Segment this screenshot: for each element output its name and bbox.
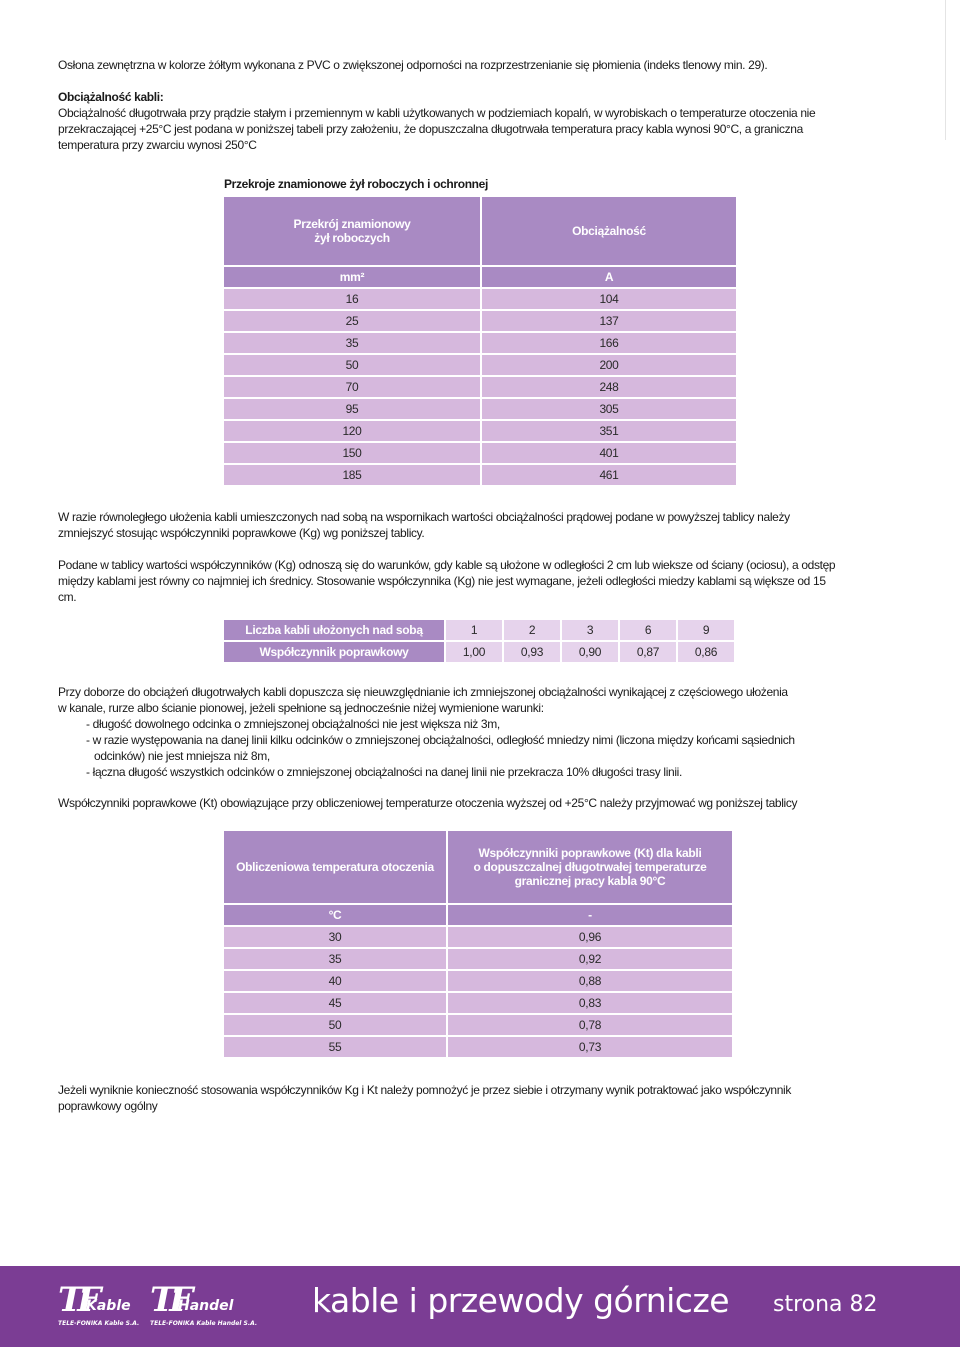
- load-capacity-table: [222, 195, 738, 487]
- table3-header-line3: granicznej pracy kabla 90°C: [514, 874, 666, 888]
- reduced-load-paragraph: [58, 684, 838, 716]
- list-item: - łączna długość wszystkich odcinków o zmniejszonej obciążalności na danej linii nie przekracza 10% długości trasy linii.: [86, 765, 682, 779]
- table-cell: 248: [482, 377, 736, 397]
- table-cell: 50: [224, 355, 480, 375]
- table-cell: 0,73: [448, 1037, 732, 1057]
- table-cell: 200: [482, 355, 736, 375]
- table-cell: 185: [224, 465, 480, 485]
- table-row: [224, 949, 732, 969]
- table-cell: 0,88: [448, 971, 732, 991]
- kg-conditions-paragraph: Podane w tablicy wartości współczynników (Kg) odnoszą się do warunków, gdy kable są ułożone w odległości 2 cm lub wieksze od ściany (ociosu), a odstęp między kablami jest równy co najmniej ich średnicy. Stosowanie współczynnika (Kg) nie jest wymagane, jeżeli odległości miedzy kablami są większe od 15 cm.: [58, 558, 836, 604]
- kt-coefficient-table: [222, 829, 734, 1059]
- list-item: - w razie występowania na danej linii kilku odcinków o zmniejszonej obciążalności, odległość mniedzy nimi (liczona między końcami sąsiednich odcinków) nie jest mniejsza niż 8m,: [86, 733, 795, 763]
- table-row: [224, 620, 734, 640]
- table1-caption: Przekroje znamionowe żył roboczych i ochronnej: [224, 177, 488, 191]
- table-cell: 0,92: [448, 949, 732, 969]
- table-cell: 0,96: [448, 927, 732, 947]
- logo2-subtitle: TELE-FONIKA Kable Handel S.A.: [150, 1320, 258, 1327]
- table1-header-cross-section: [224, 197, 480, 265]
- table1-header-line1: Przekrój znamionowy: [293, 217, 411, 231]
- table-cell: 0,86: [678, 642, 734, 662]
- table-row: [224, 993, 732, 1013]
- table-cell: 461: [482, 465, 736, 485]
- table-cell: 1: [446, 620, 502, 640]
- table-cell: 0,93: [504, 642, 560, 662]
- kg-count-label: Liczba kabli ułożonych nad sobą: [224, 620, 444, 640]
- table-cell: 45: [224, 993, 446, 1013]
- footer-bar: [0, 1266, 960, 1347]
- table-row: [224, 355, 736, 375]
- intro-paragraph: Osłona zewnętrzna w kolorze żółtym wykonana z PVC o zwiększonej odporności na rozprzestrzenianie się płomienia (indeks tlenowy min. 29).: [58, 58, 768, 72]
- table-row: [224, 642, 734, 662]
- table-row: [224, 465, 736, 485]
- page-edge-line: [945, 0, 946, 140]
- table-row: [224, 927, 732, 947]
- table3-header-line2: o dopuszczalnej długotrwałej temperaturze: [473, 860, 707, 874]
- table-cell: 0,78: [448, 1015, 732, 1035]
- table3-header-line1: Współczynniki poprawkowe (Kt) dla kabli: [478, 846, 702, 860]
- table3-header-temperature: Obliczeniowa temperatura otoczenia: [224, 831, 446, 903]
- table1-unit-a: A: [482, 267, 736, 287]
- table3-unit-celsius: °C: [224, 905, 446, 925]
- table-cell: 351: [482, 421, 736, 441]
- table-row: [224, 1015, 732, 1035]
- logo2-word: Handel: [178, 1298, 234, 1314]
- table-cell: 6: [620, 620, 676, 640]
- table-row: [224, 971, 732, 991]
- table-row: [224, 1037, 732, 1057]
- logo1-mark: TF: [58, 1280, 96, 1320]
- table-cell: 16: [224, 289, 480, 309]
- table-row: [224, 443, 736, 463]
- table-row: [224, 377, 736, 397]
- logo1-word: Kable: [86, 1298, 131, 1314]
- table-cell: 401: [482, 443, 736, 463]
- table-cell: 70: [224, 377, 480, 397]
- footer-title: kable i przewody górnicze: [312, 1281, 730, 1320]
- logo1-subtitle: TELE-FONIKA Kable S.A.: [58, 1320, 140, 1327]
- table-cell: 30: [224, 927, 446, 947]
- table-cell: 40: [224, 971, 446, 991]
- table-row: [224, 311, 736, 331]
- table1-header-capacity: Obciążalność: [482, 197, 736, 265]
- table-row: [224, 289, 736, 309]
- combined-coefficient-paragraph: Jeżeli wyniknie konieczność stosowania współczynników Kg i Kt należy pomnożyć je przez siebie i otrzymany wynik potraktować jako współczynnik poprawkowy ogólny: [58, 1083, 791, 1113]
- table3-header-coefficient: [448, 831, 732, 903]
- section-body: Obciążalność długotrwała przy prądzie stałym i przemiennym w kabli użytkowanych w podziemiach kopalń, w wyrobiskach o temperaturze otoczenia nie przekraczającej +25°C jest podana w poniższej tabeli przy założeniu, że dopuszczalna długotrwała temperatura pracy kabla wynosi 90°C, a graniczna temperatura przy zwarciu wynosi 250°C: [58, 106, 816, 152]
- table-row: [224, 399, 736, 419]
- table-cell: 137: [482, 311, 736, 331]
- table-row: [224, 421, 736, 441]
- reduced-load-line2: w kanale, rurze albo ścianie pionowej, jeżeli spełnione są jednocześnie niżej wymienione warunki:: [58, 701, 544, 715]
- list-item: - długość dowolnego odcinka o zmniejszonej obciążalności nie jest większa niż 3m,: [86, 717, 500, 731]
- page-number: strona 82: [773, 1292, 878, 1317]
- table-cell: 0,83: [448, 993, 732, 1013]
- table-cell: 120: [224, 421, 480, 441]
- reduced-load-line1: Przy doborze do obciążeń długotrwałych kabli dopuszcza się nieuwzględnianie ich zmniejszonej obciążalności wynikającej z częściowego ułożenia: [58, 685, 788, 699]
- table1-unit-mm2: mm²: [224, 267, 480, 287]
- table-cell: 150: [224, 443, 480, 463]
- table3-unit-dash: -: [448, 905, 732, 925]
- table-cell: 104: [482, 289, 736, 309]
- table-row: [224, 333, 736, 353]
- parallel-laying-paragraph: W razie równoległego ułożenia kabli umieszczonych nad sobą na wspornikach wartości obciążalności prądowej podane w powyższej tablicy należy zmniejszyć stosując współczynniki poprawkowe (Kg) wg poniższej tablicy.: [58, 510, 790, 540]
- table-cell: 0,87: [620, 642, 676, 662]
- table-cell: 95: [224, 399, 480, 419]
- table-cell: 50: [224, 1015, 446, 1035]
- table-cell: 9: [678, 620, 734, 640]
- table-cell: 25: [224, 311, 480, 331]
- table-cell: 35: [224, 949, 446, 969]
- logo2-mark: TF: [150, 1280, 188, 1320]
- kg-coefficient-label: Współczynnik poprawkowy: [224, 642, 444, 662]
- table-cell: 1,00: [446, 642, 502, 662]
- section-title: Obciążalność kabli:: [58, 90, 164, 104]
- table-cell: 35: [224, 333, 480, 353]
- table-cell: 0,90: [562, 642, 618, 662]
- kt-intro-paragraph: Współczynniki poprawkowe (Kt) obowiązujące przy obliczeniowej temperaturze otoczenia wyższej od +25°C należy przyjmować wg poniższej tablicy: [58, 796, 798, 810]
- conditions-list: [86, 716, 846, 780]
- table-cell: 2: [504, 620, 560, 640]
- kg-coefficient-table: [222, 618, 736, 664]
- table1-header-line2: żył roboczych: [314, 231, 390, 245]
- table-cell: 3: [562, 620, 618, 640]
- table-cell: 55: [224, 1037, 446, 1057]
- table-cell: 305: [482, 399, 736, 419]
- table-cell: 166: [482, 333, 736, 353]
